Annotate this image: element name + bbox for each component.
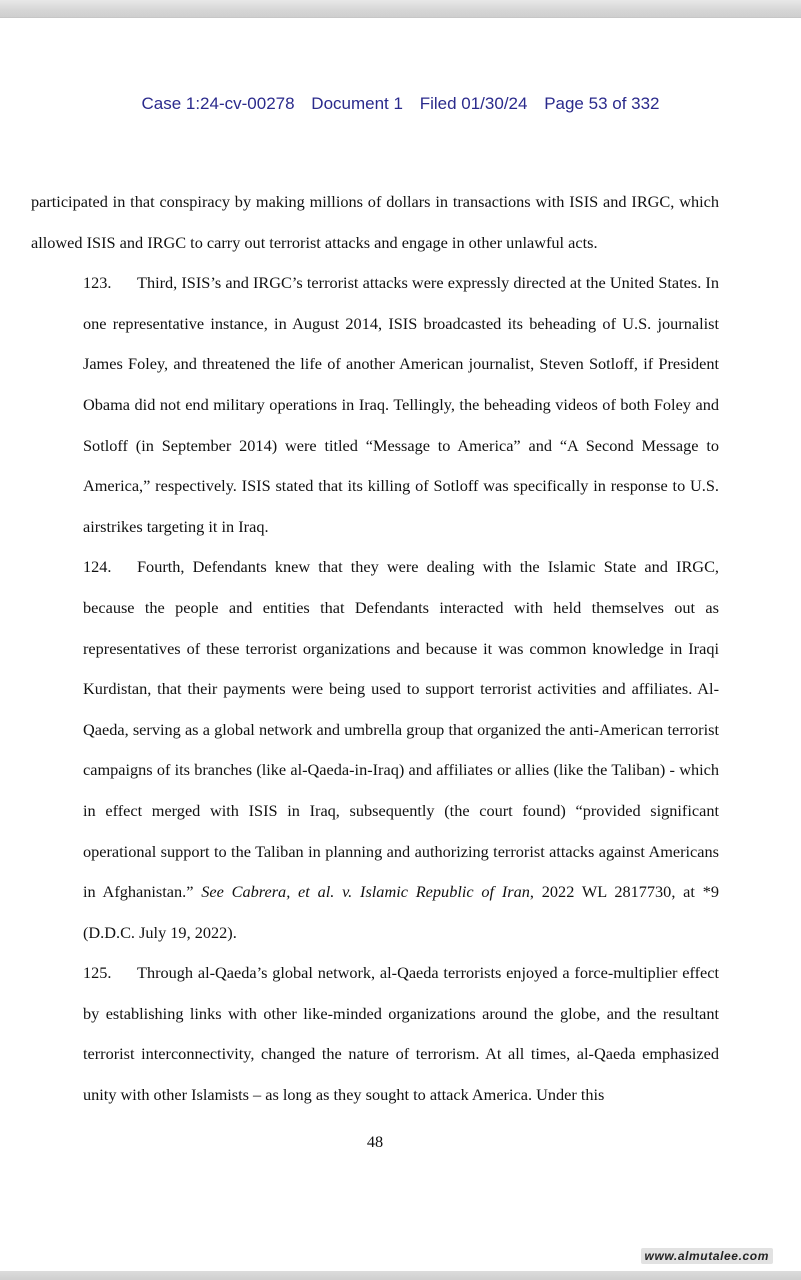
paragraph-125 <box>31 953 719 1115</box>
paragraph-text: Through al-Qaeda’s global network, al-Qaeda terrorists enjoyed a force-multiplier effect by establishing links with other like-minded organizations around the globe, and the resultant terrorist interconnectivity, changed the nature of terrorism. At all times, al-Qaeda emphasized unity with other Islamists – as long as they sought to attack America. Under this <box>83 963 719 1105</box>
top-toolbar-bar <box>0 0 801 18</box>
paragraph-number: 125. <box>83 963 112 983</box>
paragraph-124 <box>31 547 719 953</box>
filed-date: Filed 01/30/24 <box>419 94 528 113</box>
continuation-paragraph: participated in that conspiracy by making millions of dollars in transactions with ISIS and IRGC, which allowed ISIS and IRGC to carry out terrorist attacks and engage in other unlawful acts. <box>31 192 719 252</box>
paragraph-123 <box>31 263 719 547</box>
watermark-url: www.almutalee.com <box>641 1248 773 1264</box>
case-number: Case 1:24-cv-00278 <box>141 94 295 113</box>
page-of-total: Page 53 of 332 <box>544 94 660 113</box>
case-header <box>0 94 801 114</box>
citation-details: , 2022 WL 2817730, at *9 (D.D.C. July 19, 2022). <box>83 882 720 942</box>
bottom-bar <box>0 1271 801 1280</box>
document-body <box>31 182 719 1116</box>
paragraph-number: 124. <box>83 557 112 577</box>
case-citation: See Cabrera, et al. v. Islamic Republic of Iran <box>201 882 530 902</box>
paragraph-number: 123. <box>83 273 112 293</box>
document-number: Document 1 <box>311 94 403 113</box>
paragraph-text: Third, ISIS’s and IRGC’s terrorist attacks were expressly directed at the United States. In one representative instance, in August 2014, ISIS broadcasted its beheading of U.S. journalist James Foley, and threatened the life of another American journalist, Steven Sotloff, if President Obama did not end military operations in Iraq. Tellingly, the beheading videos of both Foley and Sotloff (in September 2014) were titled “Message to America” and “A Second Message to America,” respectively. ISIS stated that its killing of Sotloff was specifically in response to U.S. airstrikes targeting it in Iraq. <box>83 273 719 536</box>
page-number: 48 <box>366 1132 384 1151</box>
paragraph-text: Fourth, Defendants knew that they were dealing with the Islamic State and IRGC, because the people and entities that Defendants interacted with held themselves out as representatives of these terrorist organizations and because it was common knowledge in Iraqi Kurdistan, that their payments were being used to support terrorist activities and affiliates. Al-Qaeda, serving as a global network and umbrella group that organized the anti-American terrorist campaigns of its branches (like al-Qaeda-in-Iraq) and affiliates or allies (like the Taliban) - which in effect merged with ISIS in Iraq, subsequently (the court found) “provided significant operational support to the Taliban in planning and authorizing terrorist attacks against Americans in Afghanistan.” <box>83 557 719 902</box>
